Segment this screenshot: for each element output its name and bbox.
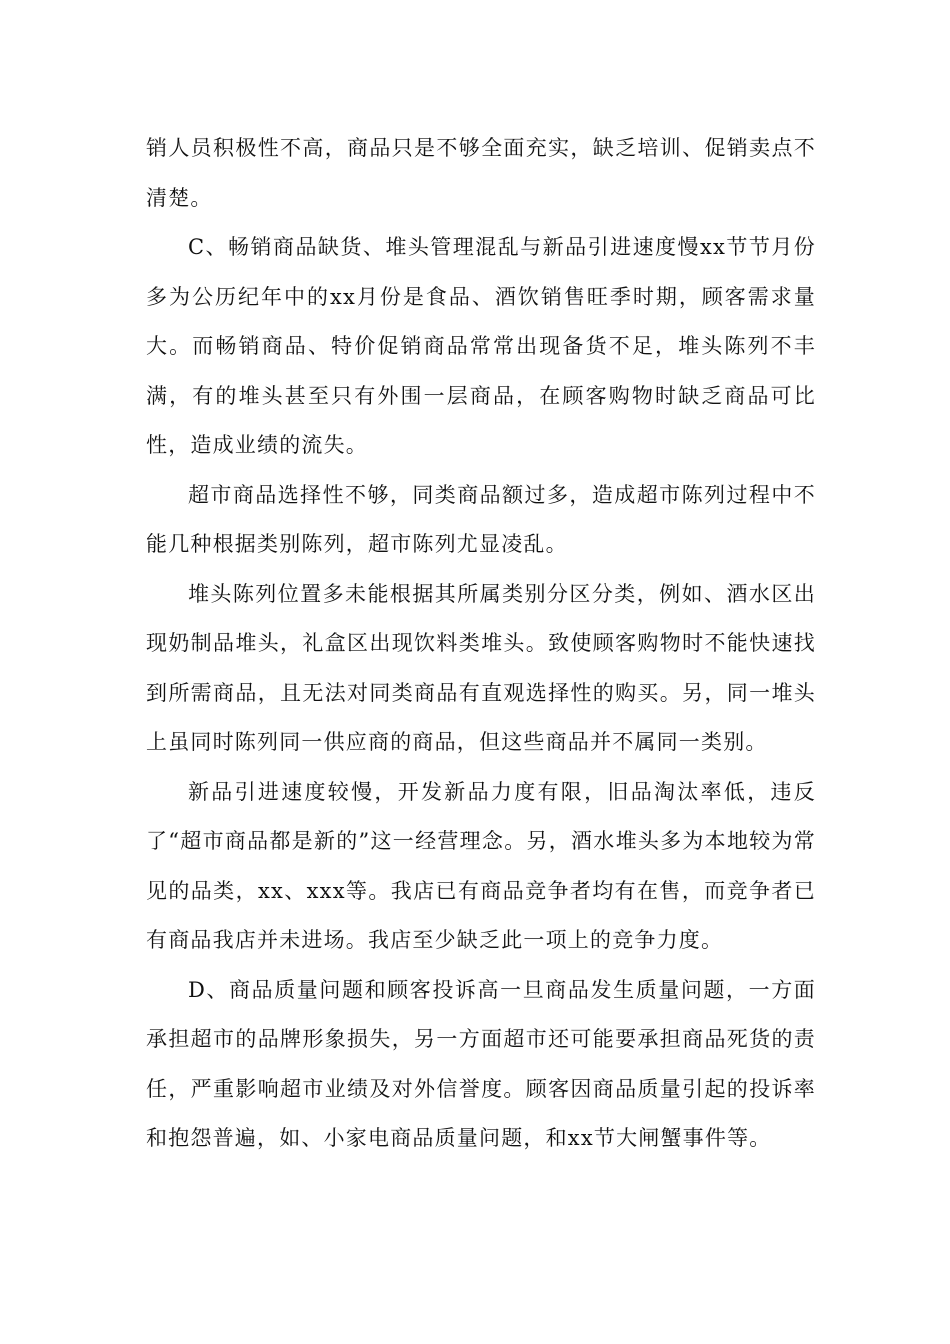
paragraph-2: C、畅销商品缺货、堆头管理混乱与新品引进速度慢xx节节月份多为公历纪年中的xx月份是食品、酒饮销售旺季时期，顾客需求量大。而畅销商品、特价促销商品常常出现备货不足，堆头陈列不丰满，有的堆头甚至只有外围一层商品，在顾客购物时缺乏商品可比性，造成业绩的流失。 bbox=[146, 235, 816, 457]
document-body bbox=[146, 124, 816, 1164]
paragraph-1: 销人员积极性不高，商品只是不够全面充实，缺乏培训、促销卖点不清楚。 bbox=[146, 136, 816, 210]
paragraph-6: D、商品质量问题和顾客投诉高一旦商品发生质量问题，一方面承担超市的品牌形象损失，另一方面超市还可能要承担商品死货的责任，严重影响超市业绩及对外信誉度。顾客因商品质量引起的投诉率和抱怨普遍，如、小家电商品质量问题，和xx节大闸蟹事件等。 bbox=[146, 977, 816, 1150]
paragraph-4: 堆头陈列位置多未能根据其所属类别分区分类，例如、酒水区出现奶制品堆头，礼盒区出现饮料类堆头。致使顾客购物时不能快速找到所需商品，且无法对同类商品有直观选择性的购买。另，同一堆头上虽同时陈列同一供应商的商品，但这些商品并不属同一类别。 bbox=[146, 581, 816, 754]
paragraph-5: 新品引进速度较慢，开发新品力度有限，旧品淘汰率低，违反了“超市商品都是新的”这一经营理念。另，酒水堆头多为本地较为常见的品类，xx、xxx等。我店已有商品竞争者均有在售，而竞争者已有商品我店并未进场。我店至少缺乏此一项上的竞争力度。 bbox=[146, 779, 816, 952]
paragraph-3: 超市商品选择性不够，同类商品额过多，造成超市陈列过程中不能几种根据类别陈列，超市陈列尤显凌乱。 bbox=[146, 482, 816, 556]
